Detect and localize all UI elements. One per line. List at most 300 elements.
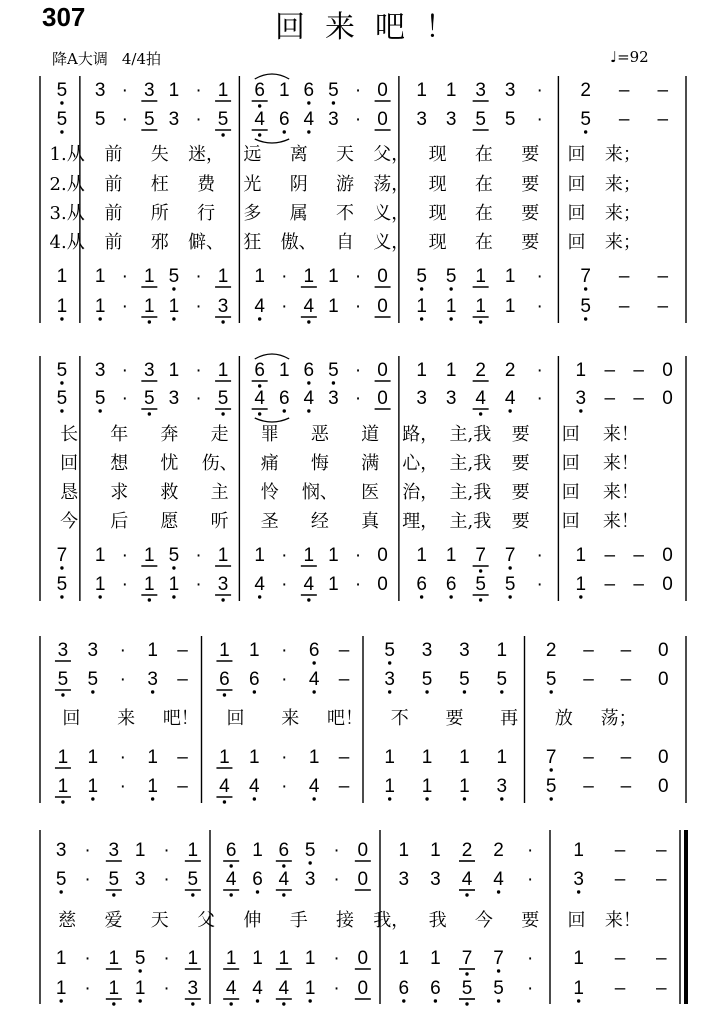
system-1-verse-2-syllable-8: 主,我 [449, 482, 492, 503]
system-1-soprano-alto-1-note-4-1: – [604, 388, 616, 409]
system-1-verse-3-syllable-9: 要 [511, 511, 530, 532]
system-1-soprano-alto-1-note-2-0-octave-dot [258, 412, 261, 415]
system-1-tenor-bass-0-note-3-3: 7 [504, 545, 516, 566]
system-1-soprano-alto-0-note-2-2: 6 [303, 360, 315, 381]
system-0-tenor-bass-1-note-1-5: 3 [217, 296, 229, 317]
system-0-soprano-alto-0-note-2-0-octave-dot [258, 104, 261, 107]
system-0-soprano-alto-0-note-4-0: 2 [580, 80, 591, 101]
system-3-tenor-bass-0-note-1-4: · [333, 948, 340, 969]
system-3-soprano-alto-0-note-2-3: 2 [493, 840, 504, 861]
system-3-tenor-bass-0-note-1-2: 1 [278, 948, 290, 969]
system-2-tenor-bass-1-note-2-1: 1 [421, 776, 433, 797]
system-1-soprano-alto-1-note-3-2-octave-dot [479, 412, 482, 415]
system-0-soprano-alto-1-note-4-1: – [618, 109, 630, 130]
system-3-tenor-bass-0-note-3-0: 1 [573, 948, 584, 969]
system-0-verse-1-syllable-6: 游 [336, 174, 354, 195]
system-1-soprano-alto-1-note-4-2: – [633, 388, 644, 409]
system-3-verse-0-syllable-0: 慈 [58, 910, 77, 931]
system-1-soprano-alto-1-note-4-3: 0 [662, 388, 673, 409]
system-0-verse-2-syllable-1: 前 [104, 203, 123, 224]
system-2-tenor-bass-1-note-0-0: 1 [57, 776, 69, 797]
system-0-soprano-alto-1-note-2-0-octave-dot [258, 133, 261, 136]
system-0-soprano-alto-1-note-2-1-octave-dot [283, 130, 286, 133]
hymn-title: 回来吧！ [275, 10, 475, 45]
system-1-soprano-alto-1-note-1-1: · [121, 388, 128, 409]
system-3-soprano-alto-1-note-0-3: 3 [134, 869, 146, 890]
system-3-tenor-bass-1-note-0-4: · [163, 978, 170, 999]
system-1-tenor-bass-1-note-4-3: 0 [662, 574, 673, 595]
system-1-soprano-alto-0-note-3-0: 1 [416, 360, 427, 381]
system-1-soprano-alto-0-note-2-2-octave-dot [307, 381, 310, 384]
system-1-verse-1-syllable-0: 回 [60, 453, 79, 474]
system-2-soprano-alto-1-note-1-1-octave-dot [253, 690, 256, 693]
system-2-soprano-alto-1-note-3-1: – [583, 669, 594, 690]
system-1-soprano-alto-1-note-1-4: · [195, 388, 202, 409]
key-signature: 降A大调 [52, 50, 108, 68]
system-0-tenor-bass-1-note-2-2-octave-dot [307, 320, 310, 323]
system-0-soprano-alto-0-note-2-1: 1 [278, 80, 290, 101]
system-3-tenor-bass-0-note-2-4: · [527, 948, 534, 969]
system-2-tenor-bass-1-note-0-3-octave-dot [151, 797, 154, 800]
system-2-tenor-bass-0-note-2-3: 1 [496, 747, 508, 768]
system-3-tenor-bass-0-note-0-1: · [84, 948, 91, 969]
system-1-tenor-bass-1-note-1-4: · [195, 574, 202, 595]
system-1-tenor-bass-1-note-1-3: 1 [168, 574, 180, 595]
system-3-tenor-bass-1-note-2-2: 5 [461, 978, 473, 999]
system-1-verse-2-syllable-1: 求 [110, 482, 129, 503]
system-3-soprano-alto-1-note-2-2: 4 [461, 869, 473, 890]
system-2-tenor-bass-0-note-3-1: – [583, 747, 594, 768]
system-0-tenor-bass-1-note-2-5: 0 [377, 296, 388, 317]
system-3-tenor-bass-0-note-2-3-octave-dot [497, 969, 500, 972]
system-1-tenor-bass-0-note-3-4: · [536, 545, 543, 566]
system-2-soprano-alto-1-note-3-0-octave-dot [549, 690, 552, 693]
system-0-verse-1-syllable-2: 枉 [150, 174, 169, 195]
system-0-tenor-bass-1-note-1-3: 1 [168, 296, 180, 317]
system-1-verse-1-syllable-8: 主,我 [449, 453, 492, 474]
system-1-verse-1-syllable-7: 心， [402, 453, 439, 474]
system-0-tenor-bass-0-note-3-2: 1 [475, 266, 486, 287]
system-1-tenor-bass-1-note-2-4: · [354, 574, 362, 595]
system-2-tenor-bass-1-note-2-3: 3 [496, 776, 508, 797]
system-2-soprano-alto-0-note-0-4: – [177, 640, 188, 661]
system-1-soprano-alto-0-note-4-3: 0 [662, 360, 673, 381]
system-2-soprano-alto-0-note-1-1: 1 [249, 640, 260, 661]
system-3-soprano-alto-1-note-1-0-octave-dot [229, 893, 232, 896]
system-1-verse-3-syllable-11: 来！ [602, 511, 639, 532]
system-1-soprano-alto-1-note-1-0-octave-dot [98, 409, 101, 412]
system-0-verse-1-syllable-9: 在 [474, 174, 493, 195]
system-0-soprano-alto-0-note-2-5: 0 [377, 80, 388, 101]
system-1-verse-3-syllable-3: 听 [210, 511, 229, 532]
system-3-soprano-alto-0-note-0-3: 1 [134, 840, 146, 861]
system-1-soprano-alto-1-note-1-2-octave-dot [148, 412, 151, 415]
system-3-tenor-bass-0-note-1-0: 1 [225, 948, 237, 969]
system-0-verse-0-syllable-1: 前 [104, 144, 123, 165]
system-2-soprano-alto-1-note-0-3: 3 [147, 669, 158, 690]
system-3-soprano-alto-0-note-3-2: – [656, 840, 667, 861]
system-3-soprano-alto-0-note-1-3-octave-dot [308, 861, 311, 864]
system-0-soprano-alto-0-note-2-3: 5 [328, 80, 339, 101]
system-3-tenor-bass-0-note-2-2-octave-dot [465, 972, 468, 975]
system-1-verse-0-syllable-3: 走 [210, 424, 229, 445]
system-0-verse-1-syllable-0: 2.从 [49, 174, 85, 195]
system-0-verse-1-syllable-12: 来； [604, 174, 641, 195]
system-0-soprano-alto-0-note-1-2: 3 [144, 80, 155, 101]
system-2-tenor-bass-1-note-3-2: – [620, 776, 632, 797]
system-0-tenor-bass-1-note-1-4: · [195, 296, 202, 317]
system-0-tenor-bass-0-note-4-2: – [657, 266, 669, 287]
system-1-verse-0-syllable-8: 主,我 [449, 424, 492, 445]
system-0-verse-3-syllable-9: 在 [474, 232, 493, 253]
system-1-soprano-alto-0-note-0-0-octave-dot [60, 381, 63, 384]
system-3-tenor-bass-0-note-0-5: 1 [187, 948, 199, 969]
system-0-tenor-bass-1-note-4-0-octave-dot [584, 317, 587, 320]
system-1-soprano-alto-0-note-1-3: 1 [168, 360, 180, 381]
system-3-tenor-bass-1-note-2-0: 6 [398, 978, 410, 999]
system-1-tenor-bass-1-note-1-5-octave-dot [221, 598, 224, 601]
system-1-verse-3-syllable-1: 后 [110, 511, 129, 532]
system-1-soprano-alto-0-note-1-5: 1 [217, 360, 229, 381]
system-0-verse-2-syllable-2: 所 [150, 203, 169, 224]
system-1-tenor-bass-0-note-2-0: 1 [254, 545, 265, 566]
system-3-soprano-alto-0-note-1-5: 0 [357, 840, 369, 861]
system-0-soprano-alto-1-note-1-5-octave-dot [221, 133, 224, 136]
system-2-tenor-bass-0-note-0-2: · [119, 747, 126, 768]
system-3-soprano-alto-1-note-1-0: 4 [225, 869, 237, 890]
system-3-tenor-bass-1-note-0-3: 1 [134, 978, 146, 999]
system-0-soprano-alto-0-note-4-1: – [618, 80, 630, 101]
system-2-soprano-alto-1-note-0-4: – [177, 669, 188, 690]
system-2-soprano-alto-1-note-3-3: 0 [658, 669, 669, 690]
system-3-soprano-alto-1-note-3-0-octave-dot [577, 890, 580, 893]
system-0-soprano-alto-0-note-3-0: 1 [416, 80, 427, 101]
system-1-soprano-alto-0-note-1-4: · [195, 360, 202, 381]
system-3-tenor-bass-1-note-2-1: 6 [430, 978, 441, 999]
system-0-tenor-bass-1-note-0-0: 1 [56, 296, 68, 317]
system-0-soprano-alto-1-note-2-4: · [354, 109, 362, 130]
system-0-verse-3-syllable-6: 自 [336, 232, 354, 253]
system-1-soprano-alto-1-note-1-2: 5 [144, 388, 155, 409]
system-0-tenor-bass-0-note-1-2: 1 [144, 266, 155, 287]
system-3-tenor-bass-1-note-3-1: – [614, 978, 626, 999]
system-2-soprano-alto-1-note-2-0: 3 [384, 669, 395, 690]
system-3-soprano-alto-0-note-3-0: 1 [573, 840, 584, 861]
system-2-tenor-bass-1-note-1-1-octave-dot [253, 797, 256, 800]
system-3-soprano-alto-0-note-2-1: 1 [430, 840, 441, 861]
system-1-tenor-bass-1-note-1-1: · [121, 574, 128, 595]
time-signature: 4/4拍 [121, 50, 161, 68]
system-1-tenor-bass-0-note-4-0: 1 [575, 545, 587, 566]
system-2-soprano-alto-0-note-3-1: – [583, 640, 594, 661]
system-0-soprano-alto-0-note-2-2-octave-dot [307, 101, 310, 104]
system-3-tenor-bass-1-note-1-0: 4 [225, 978, 237, 999]
system-1-soprano-alto-1-note-1-3: 3 [168, 388, 180, 409]
system-0-soprano-alto-0-note-3-1: 1 [445, 80, 457, 101]
system-1-tenor-bass-0-note-1-4: · [195, 545, 202, 566]
system-1-verse-1-syllable-10: 回 [561, 453, 580, 474]
system-1-soprano-alto-1-note-2-3: 3 [328, 388, 339, 409]
system-1-verse-2-syllable-7: 治， [402, 482, 439, 503]
system-0-tenor-bass-1-note-1-3-octave-dot [172, 317, 175, 320]
system-3-tenor-bass-0-note-3-1: – [614, 948, 626, 969]
system-1-verse-0-syllable-7: 路， [402, 424, 439, 445]
system-1-verse-2-syllable-9: 要 [511, 482, 530, 503]
system-1-soprano-alto-1-note-2-1: 6 [278, 388, 290, 409]
system-0-tenor-bass-1-note-3-2-octave-dot [479, 320, 482, 323]
system-3-tenor-bass-1-note-2-3: 5 [493, 978, 504, 999]
system-2-soprano-alto-0-note-2-3: 1 [496, 640, 508, 661]
system-1-verse-1-syllable-11: 来！ [602, 453, 639, 474]
system-2-verse-0-syllable-10: 荡； [600, 708, 637, 729]
system-3-soprano-alto-1-note-1-2-octave-dot [282, 893, 285, 896]
system-0-verse-3-syllable-2: 邪 [150, 232, 169, 253]
system-0-verse-2-syllable-10: 要 [521, 203, 540, 224]
system-2-tenor-bass-1-note-1-2: · [281, 776, 288, 797]
system-0-tenor-bass-0-note-0-0: 1 [56, 266, 68, 287]
system-0-soprano-alto-0-note-1-0: 3 [94, 80, 106, 101]
system-1-tenor-bass-0-note-3-3-octave-dot [508, 566, 511, 569]
system-0-soprano-alto-0-note-3-4: · [536, 80, 543, 101]
system-0-verse-0-syllable-8: 现 [428, 144, 447, 165]
system-3-tenor-bass-1-note-2-2-octave-dot [465, 1002, 468, 1005]
system-1-soprano-alto-1-note-2-1-octave-dot [283, 409, 286, 412]
system-2-soprano-alto-1-note-0-0: 5 [57, 669, 69, 690]
system-1-soprano-alto-1-note-1-5-octave-dot [221, 412, 224, 415]
system-3-soprano-alto-0-note-2-0: 1 [398, 840, 410, 861]
system-0-soprano-alto-1-note-1-2: 5 [144, 109, 155, 130]
system-0-tenor-bass-0-note-3-3: 1 [504, 266, 516, 287]
system-1-tenor-bass-0-note-4-3: 0 [662, 545, 673, 566]
system-2-tenor-bass-1-note-0-4: – [177, 776, 188, 797]
system-3-soprano-alto-1-note-0-0-octave-dot [59, 890, 62, 893]
system-0-verse-2-syllable-0: 3.从 [49, 203, 85, 224]
system-2-tenor-bass-0-note-2-1: 1 [421, 747, 433, 768]
system-3-soprano-alto-1-note-2-2-octave-dot [465, 893, 468, 896]
system-1-tenor-bass-0-note-3-1: 1 [445, 545, 457, 566]
system-0-tenor-bass-0-note-1-1: · [121, 266, 128, 287]
system-0-tenor-bass-1-note-3-2: 1 [475, 296, 486, 317]
system-2-verse-0-syllable-4: 来 [281, 708, 300, 729]
system-3-verse-0-syllable-11: 回 [567, 910, 586, 931]
system-0-tenor-bass-0-note-4-0: 7 [580, 266, 591, 287]
system-3-soprano-alto-0-note-2-2: 2 [461, 840, 473, 861]
system-2-soprano-alto-1-note-1-3-octave-dot [312, 690, 315, 693]
system-1-tenor-bass-1-note-4-1: – [604, 574, 616, 595]
system-1-tenor-bass-1-note-3-2: 5 [475, 574, 486, 595]
system-1-verse-3-syllable-0: 今 [60, 511, 79, 532]
system-0-verse-2-syllable-4: 多 [243, 203, 262, 224]
system-0-tenor-bass-1-note-4-0: 5 [580, 296, 591, 317]
system-2-soprano-alto-0-note-2-0-octave-dot [388, 661, 391, 664]
system-2-tenor-bass-1-note-1-1: 4 [249, 776, 260, 797]
system-1-verse-1-syllable-3: 伤、 [201, 453, 238, 474]
system-1-tenor-bass-0-note-2-5: 0 [377, 545, 388, 566]
system-1-soprano-alto-0-note-4-2: – [633, 360, 644, 381]
system-1-soprano-alto-1-note-4-0: 3 [575, 388, 587, 409]
system-0-tenor-bass-0-note-1-0: 1 [94, 266, 106, 287]
system-3-soprano-alto-0-note-1-0-octave-dot [229, 864, 232, 867]
system-0-verse-0-syllable-6: 天 [336, 144, 354, 165]
system-0-tenor-bass-1-note-2-3: 1 [328, 296, 339, 317]
system-1-tenor-bass-0-note-3-2: 7 [475, 545, 486, 566]
system-3-soprano-alto-0-note-1-4: · [333, 840, 340, 861]
system-2-soprano-alto-0-note-0-1: 3 [87, 640, 99, 661]
system-0-verse-3-syllable-3: 僻、 [188, 232, 225, 253]
system-3-verse-0-syllable-3: 父 [197, 910, 216, 931]
system-1-tie-lower [255, 418, 289, 422]
system-3-soprano-alto-1-note-1-3: 3 [304, 869, 316, 890]
system-0-verse-0-syllable-2: 失 [150, 144, 169, 165]
system-0-tenor-bass-0-note-2-2: 1 [303, 266, 315, 287]
system-2-soprano-alto-1-note-2-1: 5 [421, 669, 433, 690]
system-0-verse-2-syllable-8: 现 [428, 203, 447, 224]
system-1-verse-2-syllable-6: 医 [361, 482, 380, 503]
system-1-soprano-alto-1-note-2-2: 4 [303, 388, 315, 409]
system-0-tenor-bass-0-note-2-0: 1 [254, 266, 265, 287]
system-3-tenor-bass-1-note-0-0-octave-dot [59, 999, 62, 1002]
system-1-verse-0-syllable-5: 恶 [310, 424, 329, 445]
system-0-soprano-alto-1-note-2-2-octave-dot [307, 130, 310, 133]
system-3-verse-0-syllable-10: 要 [521, 910, 540, 931]
system-1-tenor-bass-1-note-2-2-octave-dot [307, 598, 310, 601]
system-2-tenor-bass-1-note-2-3-octave-dot [500, 797, 503, 800]
system-0-soprano-alto-1-note-4-0-octave-dot [584, 130, 587, 133]
system-3-tenor-bass-1-note-1-2-octave-dot [282, 1002, 285, 1005]
system-3-tenor-bass-0-note-1-3: 1 [304, 948, 316, 969]
system-2-soprano-alto-1-note-2-0-octave-dot [388, 690, 391, 693]
system-0-soprano-alto-1-note-1-3: 3 [168, 109, 180, 130]
system-0-tenor-bass-1-note-2-0-octave-dot [258, 317, 261, 320]
system-1-verse-3-syllable-8: 主,我 [449, 511, 492, 532]
system-2-soprano-alto-1-note-2-3-octave-dot [500, 690, 503, 693]
system-2-tenor-bass-1-note-2-0: 1 [384, 776, 395, 797]
system-2-tenor-bass-0-note-3-0: 7 [545, 747, 557, 768]
system-3-tenor-bass-1-note-0-2-octave-dot [112, 1002, 115, 1005]
system-2-soprano-alto-1-note-1-4: – [338, 669, 350, 690]
system-1-tenor-bass-1-note-3-0-octave-dot [420, 595, 423, 598]
system-0-soprano-alto-0-note-2-4: · [354, 80, 362, 101]
system-3-tenor-bass-0-note-3-2: – [656, 948, 667, 969]
system-0-tenor-bass-0-note-1-3: 5 [168, 266, 180, 287]
system-3-soprano-alto-1-note-1-1-octave-dot [256, 890, 259, 893]
system-1-verse-1-syllable-1: 想 [110, 453, 129, 474]
system-3-soprano-alto-1-note-2-3-octave-dot [497, 890, 500, 893]
system-0-tenor-bass-1-note-1-5-octave-dot [221, 320, 224, 323]
system-0-verse-2-syllable-3: 行 [197, 203, 216, 224]
system-2-tenor-bass-1-note-0-2: · [119, 776, 126, 797]
system-1-tenor-bass-1-note-3-1-octave-dot [449, 595, 452, 598]
system-3-verse-0-syllable-8: 我 [428, 910, 447, 931]
system-2-tenor-bass-0-note-3-0-octave-dot [549, 768, 552, 771]
system-1-verse-2-syllable-2: 救 [160, 482, 179, 503]
system-1-soprano-alto-0-note-3-3: 2 [504, 360, 516, 381]
system-1-soprano-alto-0-note-0-0: 5 [56, 360, 68, 381]
system-3-tenor-bass-1-note-1-2: 4 [278, 978, 290, 999]
system-3-soprano-alto-0-note-0-1: · [84, 840, 91, 861]
system-2-soprano-alto-1-note-2-2: 5 [459, 669, 470, 690]
system-0-verse-3-syllable-0: 4.从 [49, 232, 85, 253]
system-1-verse-0-syllable-11: 来！ [602, 424, 639, 445]
system-3-soprano-alto-0-note-1-0: 6 [225, 840, 237, 861]
system-1-tenor-bass-0-note-1-2: 1 [144, 545, 155, 566]
system-3-tenor-bass-0-note-2-3: 7 [493, 948, 504, 969]
system-1-verse-0-syllable-2: 奔 [160, 424, 179, 445]
system-3-soprano-alto-1-note-3-1: – [614, 869, 626, 890]
system-0-soprano-alto-1-note-4-0: 5 [580, 109, 591, 130]
system-3-soprano-alto-1-note-0-1: · [84, 869, 91, 890]
system-1-verse-1-syllable-5: 悔 [310, 453, 329, 474]
system-1-verse-3-syllable-10: 回 [561, 511, 580, 532]
system-2-verse-0-syllable-3: 回 [226, 708, 245, 729]
system-3-tenor-bass-0-note-2-1: 1 [430, 948, 441, 969]
hymn-number: 307 [42, 2, 86, 32]
system-1-soprano-alto-0-note-1-2: 3 [144, 360, 155, 381]
tempo-marking: ♩=92 [610, 48, 649, 66]
system-0-verse-3-syllable-5: 傲、 [280, 232, 317, 253]
system-2-soprano-alto-1-note-0-0-octave-dot [61, 693, 64, 696]
system-2-soprano-alto-0-note-0-3: 1 [147, 640, 158, 661]
system-2-verse-0-syllable-5: 吧！ [327, 708, 363, 729]
system-2-soprano-alto-1-note-0-2: · [119, 669, 126, 690]
system-1-soprano-alto-1-note-1-5: 5 [217, 388, 229, 409]
system-3-tenor-bass-1-note-3-0: 1 [573, 978, 584, 999]
system-1-soprano-alto-0-note-1-1: · [121, 360, 128, 381]
system-3-tenor-bass-0-note-2-2: 7 [461, 948, 473, 969]
system-1-verse-2-syllable-0: 恳 [60, 482, 79, 503]
system-1-tenor-bass-0-note-1-3-octave-dot [172, 566, 175, 569]
system-3-verse-0-syllable-2: 天 [150, 910, 169, 931]
system-0-verse-0-syllable-5: 离 [289, 144, 308, 165]
system-1-verse-1-syllable-2: 忧 [160, 453, 179, 474]
system-0-tenor-bass-1-note-1-0-octave-dot [98, 317, 101, 320]
system-0-verse-0-syllable-4: 远 [243, 144, 262, 165]
system-2-soprano-alto-0-note-3-2: – [620, 640, 632, 661]
system-1-soprano-alto-0-note-2-4: · [354, 360, 362, 381]
system-3-soprano-alto-0-note-2-4: · [527, 840, 534, 861]
system-1-tenor-bass-1-note-3-3-octave-dot [508, 595, 511, 598]
system-1-tenor-bass-0-note-0-0: 7 [56, 545, 68, 566]
system-0-soprano-alto-1-note-2-0: 4 [254, 109, 265, 130]
system-3-tenor-bass-1-note-1-4: · [333, 978, 340, 999]
system-0-soprano-alto-1-note-3-1: 3 [445, 109, 457, 130]
system-1-tenor-bass-0-note-2-2: 1 [303, 545, 315, 566]
system-1-verse-3-syllable-6: 真 [361, 511, 380, 532]
system-0-verse-2-syllable-6: 不 [336, 203, 354, 224]
system-3-tenor-bass-0-note-0-0: 1 [55, 948, 67, 969]
system-0-verse-1-syllable-1: 前 [104, 174, 123, 195]
system-2-soprano-alto-1-note-0-3-octave-dot [151, 690, 154, 693]
system-3-verse-0-syllable-7: 我， [373, 910, 410, 931]
system-0-tenor-bass-0-note-3-0-octave-dot [420, 287, 423, 290]
system-0-verse-2-syllable-12: 来； [604, 203, 641, 224]
system-3-verse-0-syllable-6: 接 [336, 910, 354, 931]
system-2-tenor-bass-0-note-1-3: 1 [308, 747, 320, 768]
system-0-verse-0-syllable-0: 1.从 [49, 144, 85, 165]
system-2-soprano-alto-1-note-0-1: 5 [87, 669, 99, 690]
system-2-soprano-alto-0-note-0-2: · [119, 640, 126, 661]
system-1-soprano-alto-1-note-0-0-octave-dot [60, 409, 63, 412]
system-0-soprano-alto-0-note-4-2: – [657, 80, 669, 101]
system-0-tie-upper [255, 74, 289, 79]
system-3-tenor-bass-1-note-0-3-octave-dot [138, 999, 141, 1002]
system-1-tenor-bass-1-note-1-2: 1 [144, 574, 155, 595]
system-0-soprano-alto-1-note-4-2: – [657, 109, 669, 130]
system-0-soprano-alto-0-note-0-0: 5 [56, 80, 68, 101]
system-0-tenor-bass-0-note-1-5: 1 [217, 266, 229, 287]
system-0-verse-3-syllable-10: 要 [521, 232, 540, 253]
system-0-soprano-alto-1-note-2-2: 4 [303, 109, 315, 130]
